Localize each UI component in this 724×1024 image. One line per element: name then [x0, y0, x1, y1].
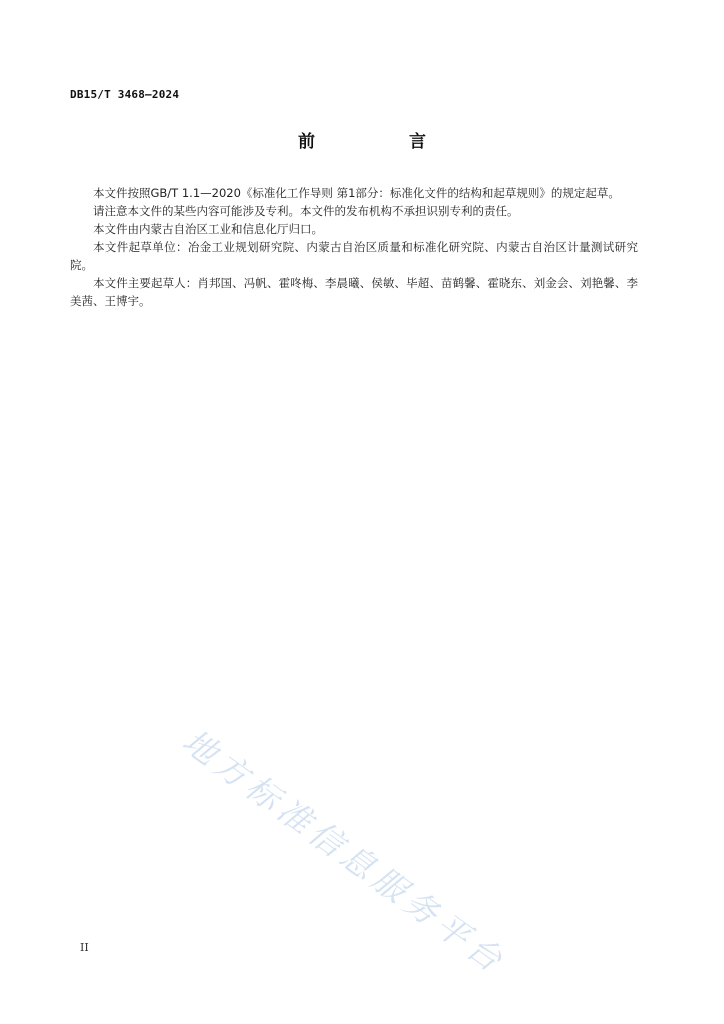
page-number: II: [80, 941, 89, 954]
paragraph-administered-by: 本文件由内蒙古自治区工业和信息化厅归口。: [93, 222, 323, 236]
paragraph-patent-notice: 请注意本文件的某些内容可能涉及专利。本文件的发布机构不承担识别专利的责任。: [93, 204, 519, 218]
foreword-body: [70, 184, 638, 310]
paragraph-drafters: 本文件主要起草人：肖邦国、冯帆、霍咚梅、李晨曦、侯敏、毕超、苗鹤馨、霍晓东、刘金会、刘艳馨、李美茜、王博宇。: [70, 276, 638, 308]
page-title: 前 言: [298, 132, 470, 152]
standard-code-header: DB15/T 3468—2024: [70, 88, 180, 101]
watermark-text: 地方标准信息服务平台: [175, 721, 514, 983]
paragraph-drafting-units: 本文件起草单位：冶金工业规划研究院、内蒙古自治区质量和标准化研究院、内蒙古自治区计量测试研究院。: [70, 240, 638, 272]
paragraph-drafting-basis: 本文件按照GB/T 1.1—2020《标准化工作导则 第1部分：标准化文件的结构和起草规则》的规定起草。: [93, 186, 620, 200]
